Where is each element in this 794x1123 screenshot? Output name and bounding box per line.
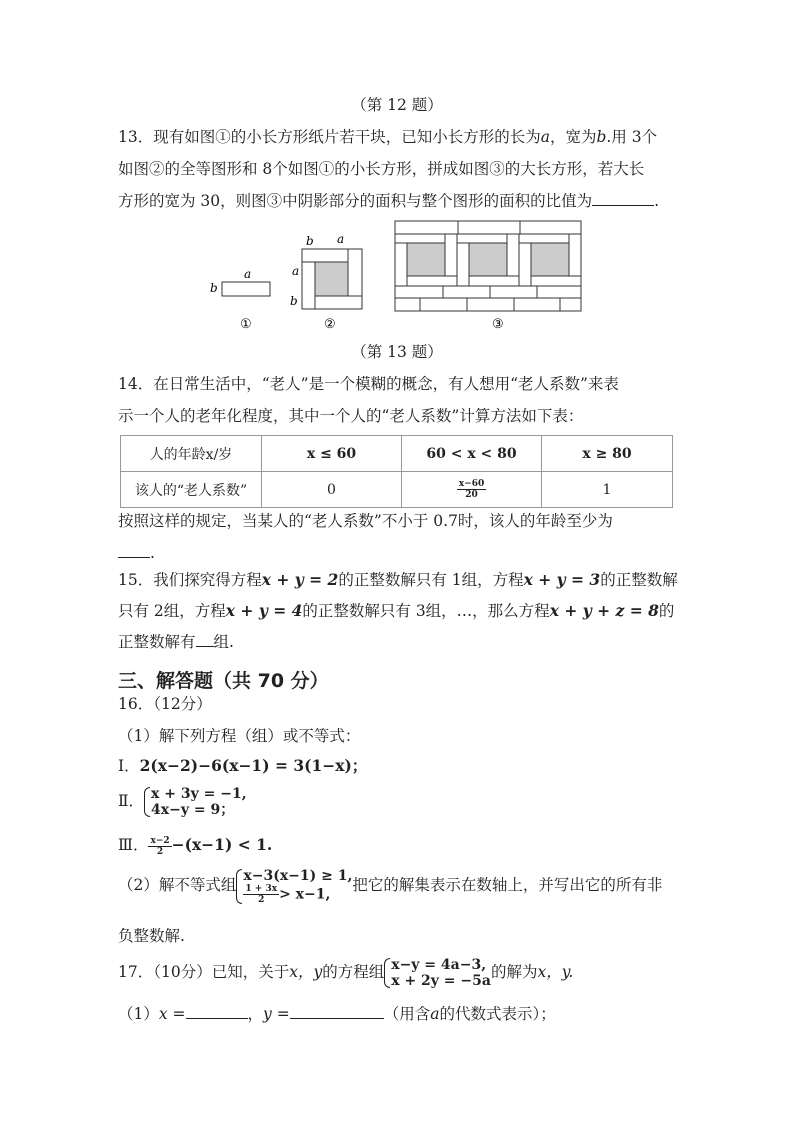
fraction-denominator: 2 [258, 894, 265, 905]
q15-text: 的正整数解只有 3组，…，那么方程 [302, 602, 550, 620]
fraction-denominator: 20 [465, 490, 478, 500]
q14-line2: 示一个人的老年化程度，其中一个人的“老人系数”计算方法如下表： [118, 407, 584, 425]
q17-text: 的代数式表示）； [439, 1005, 556, 1023]
fraction-numerator: 1 + 3x [245, 883, 278, 894]
inequality-iii: −(x−1) < 1. [171, 835, 273, 854]
equation-i: 2(x−2)−6(x−1) = 3(1−x)； [139, 756, 368, 775]
q15-equation-4: x + y + z = 8 [549, 601, 659, 620]
q13-line3-end: . [654, 192, 660, 210]
fig1-caption: ① [240, 317, 252, 332]
q16-part2-end: 负整数解. [118, 927, 185, 945]
q16-item-ii [118, 784, 247, 818]
item-label: Ⅲ． [118, 836, 149, 854]
q13-answer-blank [592, 191, 654, 206]
q15-equation-1: x + y = 2 [261, 570, 339, 589]
q16-item-i [118, 756, 367, 776]
q16-part1: （1）解下列方程（组）或不等式： [118, 727, 361, 745]
system-row [243, 884, 352, 905]
q15-text: 只有 2组，方程 [118, 602, 226, 620]
q15-line3 [118, 632, 234, 652]
fig2-label-b-left: b [290, 294, 298, 308]
q14-answer-blank [118, 543, 150, 558]
q17-variable-a: a [430, 1005, 440, 1023]
q15-equation-3: x + y = 4 [225, 601, 303, 620]
q15-text: 组. [213, 633, 234, 651]
q17-text: （1） [118, 1005, 159, 1023]
q17-text: 的方程组 [322, 963, 385, 981]
q17-text: 的解为 [490, 963, 538, 981]
equation-system-q17 [384, 957, 491, 989]
q16-part2 [118, 862, 662, 908]
table-row [121, 472, 673, 508]
q17-x-answer-blank [186, 1004, 248, 1019]
q13-line3-text: 方形的宽为 30，则图③中阴影部分的面积与整个图形的面积的比值为 [118, 192, 593, 210]
inequality-system [236, 868, 352, 905]
q14-line3: 按照这样的规定，当某人的“老人系数”不小于 0.7时，该人的年龄至少为 [118, 512, 613, 530]
q13-line3 [118, 191, 659, 211]
q15-line1 [118, 570, 678, 590]
fraction-numerator: x−60 [458, 479, 485, 489]
table-header-range1: x ≤ 60 [262, 436, 402, 472]
q17-x-label: x = [158, 1005, 186, 1023]
q16-part2-text: 把它的解集表示在数轴上，并写出它的所有非 [352, 876, 663, 894]
item-label: Ⅰ． [118, 757, 140, 775]
table-header-age: 人的年龄x/岁 [121, 436, 262, 472]
caption-q13: （第 13 题） [351, 343, 443, 361]
fraction-numerator: x−2 [150, 835, 170, 846]
fraction [457, 479, 486, 500]
table-cell-value3: 1 [542, 472, 673, 508]
q17-text: ， [247, 1005, 264, 1023]
fig2-label-b-top: b [306, 234, 314, 248]
q15-answer-blank [196, 632, 214, 647]
table-header-range2: 60 < x < 80 [402, 436, 542, 472]
fig1-label-b: b [210, 281, 218, 295]
caption-q12: （第 12 题） [351, 96, 443, 114]
section-heading: 三、解答题（共 70 分） [118, 670, 329, 692]
fig2-shaded-square [316, 263, 348, 296]
q13-line1: 13．现有如图①的小长方形纸片若干块，已知小长方形的长为𝑎，宽为𝑏.用 3个 [118, 128, 658, 146]
fig3-shaded-square-1 [408, 244, 445, 276]
q15-text: 的 [658, 602, 675, 620]
old-age-coefficient-table [120, 435, 673, 508]
fig2-label-a-left: a [292, 264, 300, 278]
fig1-label-a: a [244, 267, 252, 281]
fraction [148, 836, 171, 857]
q15-text: 的正整数解 [600, 571, 678, 589]
fig2-caption: ② [324, 317, 336, 332]
equation-system-ii [144, 786, 247, 818]
system-row: x + 3y = −1, [151, 786, 247, 802]
q17-y-answer-blank [290, 1004, 384, 1019]
fraction-denominator: 2 [156, 846, 164, 857]
fig2-label-a-top: a [337, 232, 345, 246]
q16-title: 16．（12分） [118, 695, 212, 713]
q15-equation-2: x + y = 3 [523, 570, 601, 589]
q14-line1: 14．在日常生活中，“老人”是一个模糊的概念，有人想用“老人系数”来表 [118, 375, 619, 393]
q17-variables: x，y. [537, 963, 574, 981]
fig1-rectangle [222, 282, 270, 296]
q14-line4 [118, 543, 155, 563]
system-row-rest: > x−1, [279, 886, 331, 902]
q16-part2-text: （2）解不等式组 [118, 876, 237, 894]
q15-text: 的正整数解只有 1组，方程 [338, 571, 524, 589]
table-header-range3: x ≥ 80 [542, 436, 673, 472]
q14-line4-end: . [150, 544, 155, 562]
q17-y-label: y = [263, 1005, 290, 1023]
q15-text: 15．我们探究得方程 [118, 571, 262, 589]
system-row: x−3(x−1) ≥ 1, [243, 867, 353, 884]
table-cell-label: 该人的“老人系数” [121, 472, 262, 508]
system-row: 4x−y = 9； [151, 802, 235, 818]
fig3-shaded-square-2 [470, 244, 507, 276]
q17-text: 17．（10分）已知，关于 [118, 963, 290, 981]
q17-text: （用含 [383, 1005, 431, 1023]
fig3-caption: ③ [492, 317, 504, 332]
table-row [121, 436, 673, 472]
fig3-shaded-square-3 [532, 244, 569, 276]
q15-line2 [118, 601, 674, 621]
table-cell-value1: 0 [262, 472, 402, 508]
q13-figures [200, 218, 600, 338]
q15-text: 正整数解有 [118, 633, 196, 651]
q17-part1 [118, 1004, 556, 1024]
system-row: x−y = 4a−3, [391, 957, 487, 973]
q13-line2: 如图②的全等图形和 8个如图①的小长方形，拼成如图③的大长方形，若大长 [118, 160, 645, 178]
system-row: x + 2y = −5a [391, 973, 491, 989]
q17-variables: x，y [289, 963, 323, 981]
table-cell-value2 [402, 472, 542, 508]
item-label: Ⅱ． [118, 792, 145, 810]
q16-item-iii [118, 830, 272, 860]
fraction [243, 884, 279, 905]
q17-line1 [118, 955, 573, 989]
